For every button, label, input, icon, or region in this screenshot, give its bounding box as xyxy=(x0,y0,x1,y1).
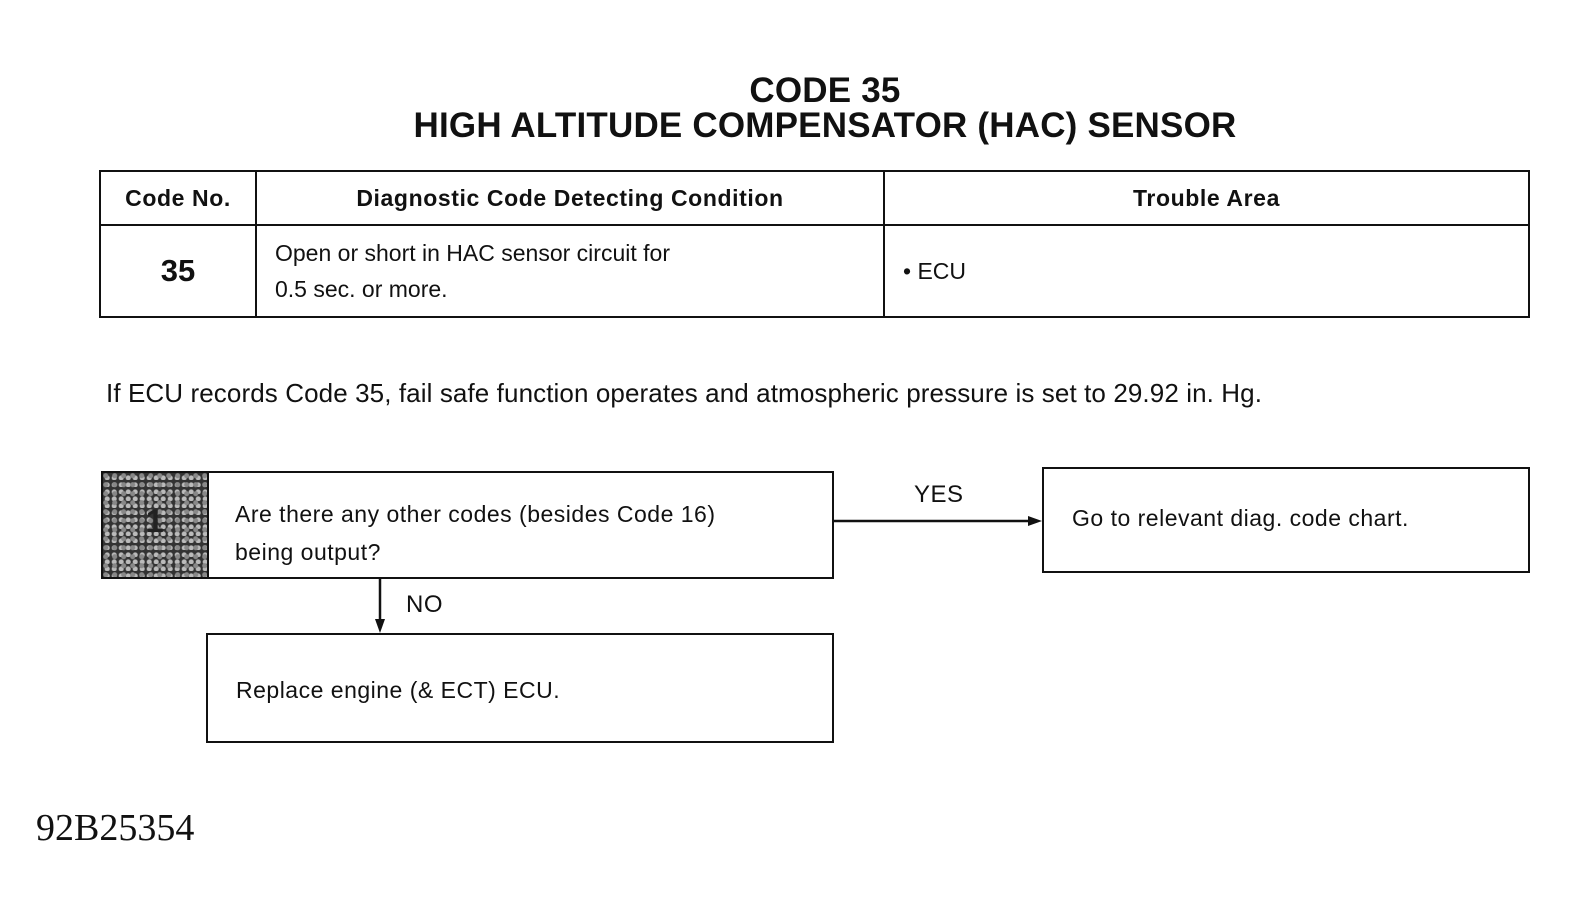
yes-arrow-head xyxy=(1028,516,1042,526)
yes-action-text: Go to relevant diag. code chart. xyxy=(1072,505,1409,531)
header-trouble-area: Trouble Area xyxy=(884,171,1529,225)
question-text xyxy=(235,495,716,571)
step-marker xyxy=(103,473,209,577)
question-line-1: Are there any other codes (besides Code 16) xyxy=(235,501,716,527)
figure-id: 92B25354 xyxy=(36,807,195,849)
fail-safe-note: If ECU records Code 35, fail safe function operates and atmospheric pressure is set to 29.92 in. Hg. xyxy=(106,378,1263,408)
page-title-code: CODE 35 xyxy=(749,71,901,110)
no-action-text: Replace engine (& ECT) ECU. xyxy=(236,677,561,703)
header-code-no: Code No. xyxy=(100,171,256,225)
page-title-sensor: HIGH ALTITUDE COMPENSATOR (HAC) SENSOR xyxy=(413,106,1237,145)
no-label: NO xyxy=(406,591,443,618)
cell-code-no: 35 xyxy=(100,225,256,317)
no-arrow-head xyxy=(375,619,385,633)
question-line-2: being output? xyxy=(235,539,381,565)
condition-line-1: Open or short in HAC sensor circuit for xyxy=(275,240,670,266)
step-number: 1 xyxy=(145,503,165,539)
header-detecting-condition: Diagnostic Code Detecting Condition xyxy=(256,171,884,225)
cell-trouble-area: • ECU xyxy=(884,225,1529,317)
no-action-box xyxy=(206,633,834,743)
yes-action-box xyxy=(1042,467,1530,573)
yes-label: YES xyxy=(914,481,964,508)
question-box xyxy=(101,471,834,579)
condition-line-2: 0.5 sec. or more. xyxy=(275,276,448,302)
